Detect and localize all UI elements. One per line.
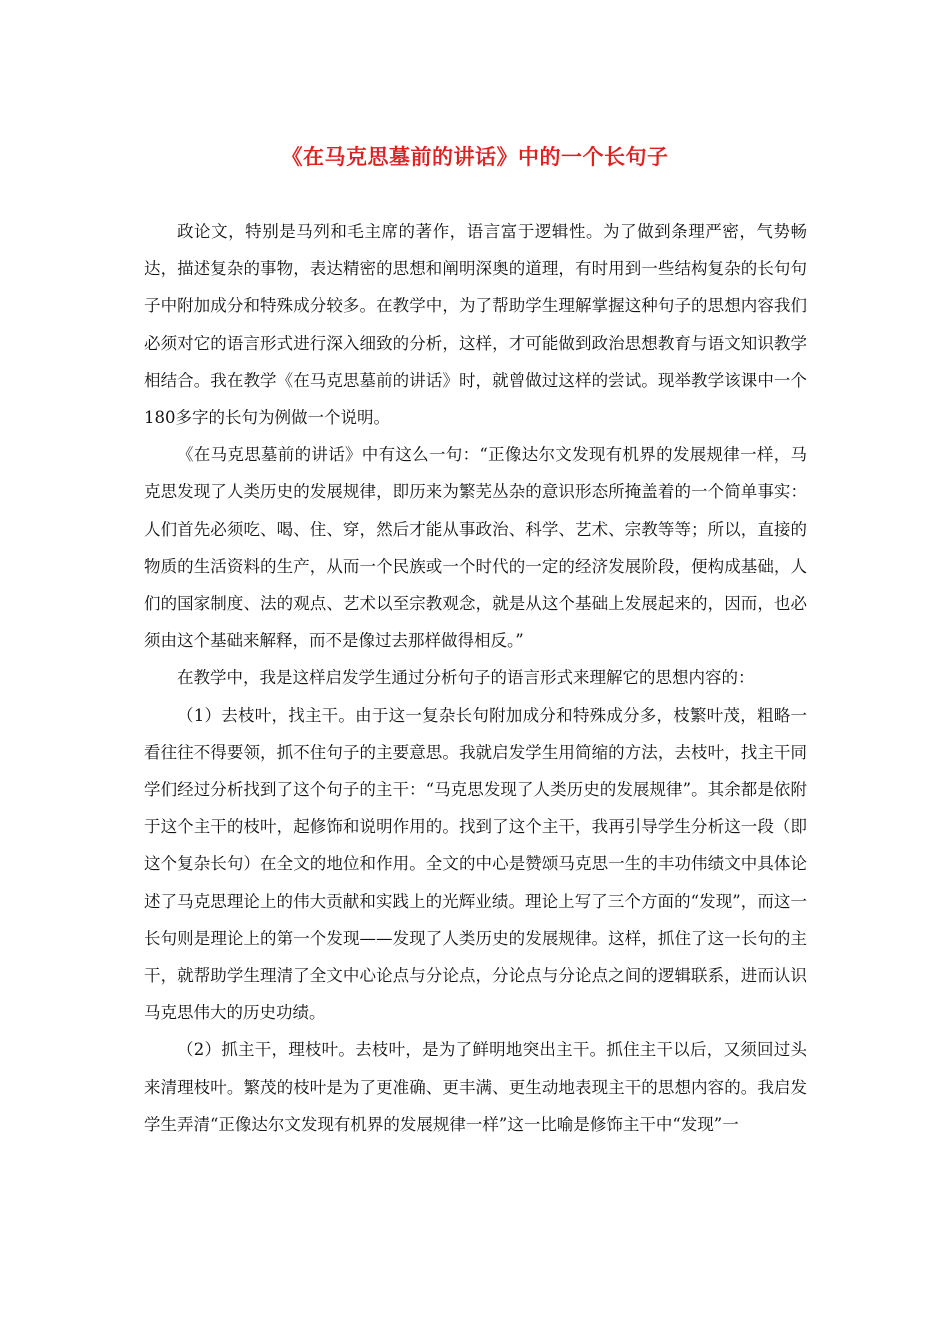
paragraph-method: 在教学中，我是这样启发学生通过分析句子的语言形式来理解它的思想内容的：: [177, 668, 755, 688]
paragraph-step-1: （1）去枝叶，找主干。由于这一复杂长句附加成分和特殊成分多，枝繁叶茂，粗略一看往往不得要领，抓不住句子的主要意思。我就启发学生用简缩的方法，去枝叶，找主干同学们经过分析找到了这个句子的主干：“马克思发现了人类历史的发展规律”。其余都是依附于这个主干的枝叶，起修饰和说明作用的。找到了这个主干，我再引导学生分析这一段（即这个复杂长句）在全文的地位和作用。全文的中心是赞颂马克思一生的丰功伟绩文中具体论述了马克思理论上的伟大贡献和实践上的光辉业绩。理论上写了三个方面的“发现”，而这一长句则是理论上的第一个发现——发现了人类历史的发展规律。这样，抓住了这一长句的主干，就帮助学生理清了全文中心论点与分论点，分论点与分论点之间的逻辑联系，进而认识马克思伟大的历史功绩。: [144, 705, 807, 1023]
paragraph-quote: 《在马克思墓前的讲话》中有这么一句：“正像达尔文发现有机界的发展规律一样，马克思发现了人类历史的发展规律，即历来为繁芜丛杂的意识形态所掩盖着的一个简单事实：人们首先必须吃、喝、住、穿，然后才能从事政治、科学、艺术、宗教等等；所以，直接的物质的生活资料的生产，从而一个民族或一个时代的一定的经济发展阶段，便构成基础，人们的国家制度、法的观点、艺术以至宗教观念，就是从这个基础上发展起来的，因而，也必须由这个基础来解释，而不是像过去那样做得相反。”: [144, 445, 807, 651]
document-title: 《在马克思墓前的讲话》中的一个长句子: [281, 144, 669, 169]
paragraph-intro: 政论文，特别是马列和毛主席的著作，语言富于逻辑性。为了做到条理严密，气势畅达，描述复杂的事物，表达精密的思想和阐明深奥的道理，有时用到一些结构复杂的长句句子中附加成分和特殊成分较多。在教学中，为了帮助学生理解掌握这种句子的思想内容我们必须对它的语言形式进行深入细致的分析，这样，才可能做到政治思想教育与语文知识教学相结合。我在教学《在马克思墓前的讲话》时，就曾做过这样的尝试。现举教学该课中一个180多字的长句为例做一个说明。: [144, 222, 807, 428]
document-body: [144, 213, 807, 1143]
paragraph-step-2: （2）抓主干，理枝叶。去枝叶，是为了鲜明地突出主干。抓住主干以后，又须回过头来清理枝叶。繁茂的枝叶是为了更准确、更丰满、更生动地表现主干的思想内容的。我启发学生弄清“正像达尔文发现有机界的发展规律一样”这一比喻是修饰主干中“发现”一: [144, 1040, 807, 1134]
